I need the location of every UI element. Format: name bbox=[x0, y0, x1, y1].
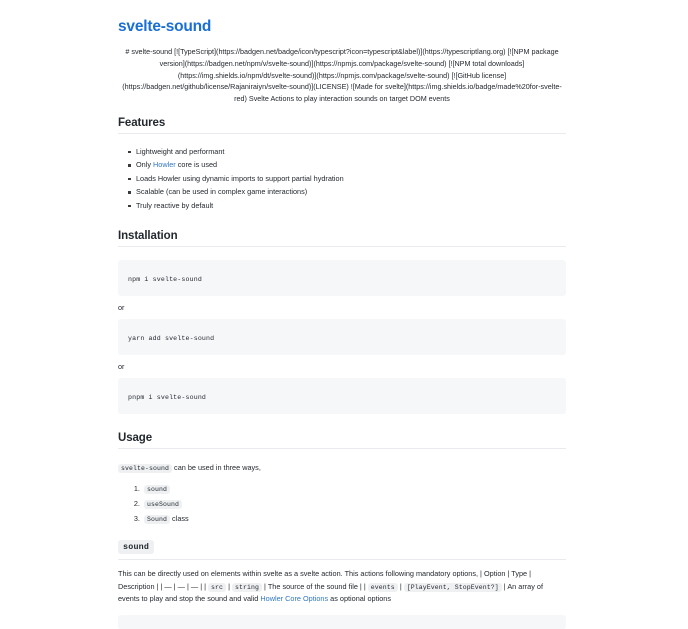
list-item bbox=[142, 482, 566, 497]
section-heading-features: Features bbox=[118, 117, 566, 134]
feature-text: Only bbox=[136, 160, 154, 170]
code-block-pnpm bbox=[118, 378, 566, 414]
api-heading-sound bbox=[118, 541, 154, 552]
list-item bbox=[136, 199, 566, 212]
intro-paragraph: # svelte-sound [![TypeScript](https://badgen.net/badge/icon/typescript?icon=typescript&label)](https://typescriptlang.org) [![NPM package version](https://badgen.net/npm/v/svelte-sound)](https://npmjs.com/package/svelte-sound) [![NPM total downloads](https://img.shields.io/npm/dt/svelte-sound)](https://npmjs.com/package/svelte-sound) [![GitHub license](https://badgen.net/github/license/Rajaniraiyn/svelte-sound)](LICENSE) ![Made for svelte](https://img.shields.io/badge/made%20for-svelte-red) Svelte Actions to play interaction sounds on target DOM events bbox=[122, 47, 562, 103]
separator-or-1: or bbox=[118, 303, 125, 313]
api-desc-part1: This can be directly used on elements within svelte as a svelte action. This actions following mandatory options, | Option | Type | Description | | — | — | — | | bbox=[118, 569, 532, 591]
inline-code-string: string bbox=[232, 583, 262, 592]
spacer bbox=[118, 526, 566, 536]
feature-text: Loads Howler using dynamic imports to support partial hydration bbox=[136, 173, 344, 183]
readme-content bbox=[118, 0, 566, 629]
api-desc-part4: | bbox=[397, 581, 404, 591]
code-block-npm bbox=[118, 260, 566, 296]
spacer bbox=[118, 247, 566, 260]
inline-code-events: events bbox=[368, 583, 398, 592]
usage-ways-list bbox=[118, 482, 566, 526]
list-item bbox=[142, 497, 566, 512]
howler-core-options-link[interactable]: Howler Core Options bbox=[260, 594, 329, 604]
usage-lead bbox=[118, 462, 566, 474]
code-text: pnpm i svelte-sound bbox=[128, 394, 207, 402]
api-desc-part3: | The source of the sound file | | bbox=[262, 581, 368, 591]
howler-link[interactable]: Howler bbox=[153, 160, 176, 170]
feature-text: Lightweight and performant bbox=[136, 146, 225, 156]
api-heading-row bbox=[118, 536, 566, 560]
list-item bbox=[142, 512, 566, 527]
inline-code-soundclass: Sound bbox=[144, 515, 170, 524]
list-item bbox=[136, 185, 566, 198]
api-desc-part6: as optional options bbox=[328, 594, 392, 604]
inline-code-package: svelte-sound bbox=[118, 464, 172, 473]
feature-text-suffix: core is used bbox=[175, 160, 218, 170]
list-item bbox=[136, 145, 566, 158]
feature-text: Scalable (can be used in complex game interactions) bbox=[136, 187, 308, 197]
section-heading-installation: Installation bbox=[118, 230, 566, 247]
spacer bbox=[118, 449, 566, 462]
api-name-code: sound bbox=[118, 540, 154, 554]
code-block-yarn bbox=[118, 319, 566, 355]
inline-code-usesound: useSound bbox=[144, 500, 182, 509]
feature-text: Truly reactive by default bbox=[136, 200, 214, 210]
code-block-partial bbox=[118, 615, 566, 629]
list-item bbox=[136, 158, 566, 171]
spacer bbox=[118, 414, 566, 432]
code-text: yarn add svelte-sound bbox=[128, 335, 215, 343]
inline-code-src: src bbox=[208, 583, 226, 592]
list-item bbox=[136, 172, 566, 185]
section-heading-usage: Usage bbox=[118, 432, 566, 449]
api-desc-part5: | An array of events to play and stop the sound and valid bbox=[118, 581, 544, 604]
way-text: class bbox=[170, 513, 189, 523]
separator-or-2: or bbox=[118, 362, 125, 372]
spacer bbox=[118, 134, 566, 145]
features-list bbox=[118, 145, 566, 212]
code-text: npm i svelte-sound bbox=[128, 276, 202, 284]
inline-code-playevent: [PlayEvent, StopEvent?] bbox=[404, 583, 502, 592]
api-desc-part2: | bbox=[226, 581, 233, 591]
spacer bbox=[118, 212, 566, 230]
page-title[interactable]: svelte-sound bbox=[118, 18, 212, 35]
usage-lead-text: can be used in three ways, bbox=[172, 463, 261, 473]
api-description bbox=[118, 568, 566, 605]
inline-code-sound: sound bbox=[144, 485, 170, 494]
